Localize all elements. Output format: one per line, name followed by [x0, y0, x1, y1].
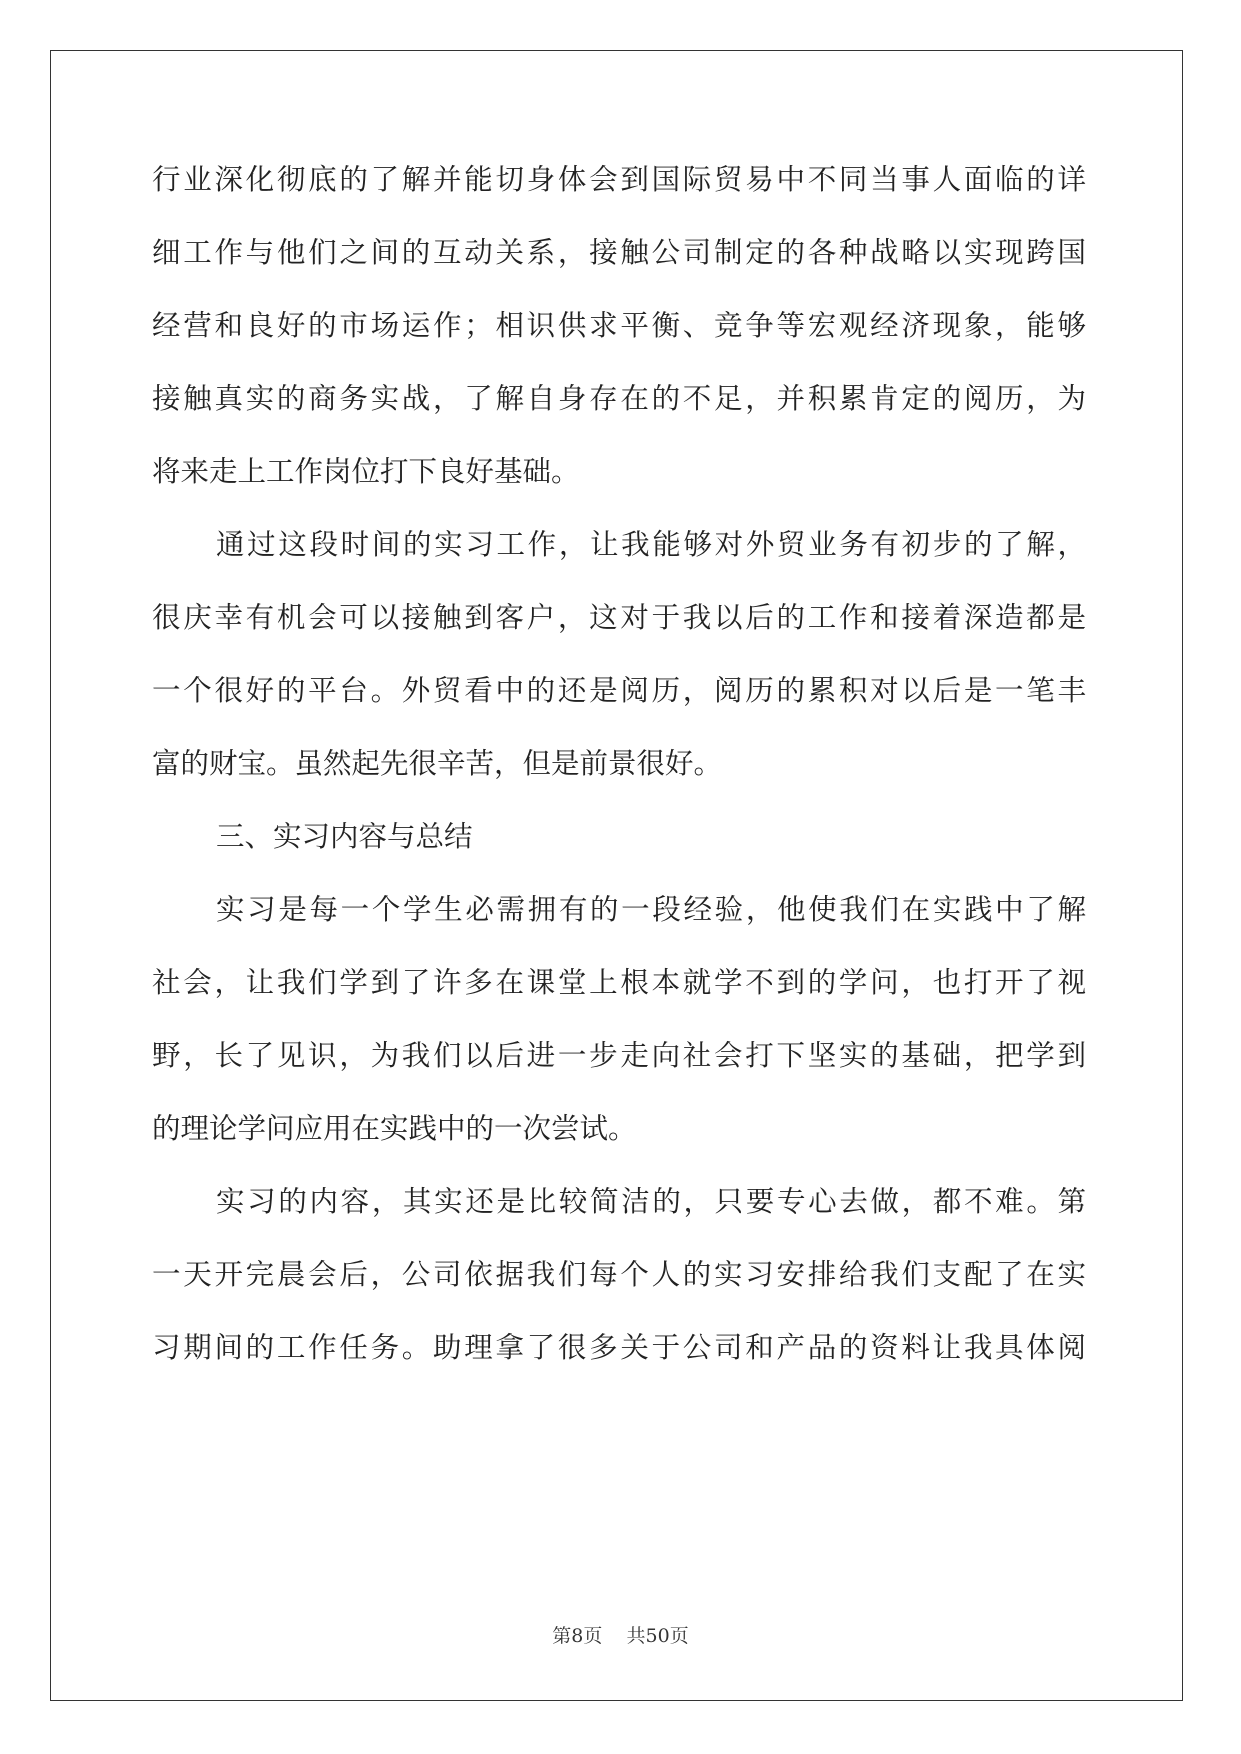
- text-line: 社会，让我们学到了许多在课堂上根本就学不到的学问，也打开了视: [152, 966, 1086, 999]
- current-page-number: 第8页: [552, 1625, 603, 1647]
- paragraph-first-line: 通过这段时间的实习工作，让我能够对外贸业务有初步的了解，: [216, 528, 1086, 561]
- total-pages: 共50页: [626, 1625, 689, 1647]
- page-footer: [0, 1624, 1241, 1648]
- page-border: [50, 50, 1183, 1701]
- text-line: 将来走上工作岗位打下良好基础。: [152, 455, 580, 488]
- text-line: 行业深化彻底的了解并能切身体会到国际贸易中不同当事人面临的详: [152, 163, 1086, 196]
- paragraph-first-line: 实习是每一个学生必需拥有的一段经验，他使我们在实践中了解: [216, 893, 1086, 926]
- text-line: 一天开完晨会后，公司依据我们每个人的实习安排给我们支配了在实: [152, 1258, 1086, 1291]
- text-line: 的理论学问应用在实践中的一次尝试。: [152, 1112, 637, 1145]
- text-line: 一个很好的平台。外贸看中的还是阅历，阅历的累积对以后是一笔丰: [152, 674, 1086, 707]
- text-line: 细工作与他们之间的互动关系，接触公司制定的各种战略以实现跨国: [152, 236, 1086, 269]
- paragraph-first-line: 实习的内容，其实还是比较简洁的，只要专心去做，都不难。第: [216, 1185, 1086, 1218]
- text-line: 富的财宝。虽然起先很辛苦，但是前景很好。: [152, 747, 723, 780]
- text-line: 很庆幸有机会可以接触到客户，这对于我以后的工作和接着深造都是: [152, 601, 1086, 634]
- text-line: 经营和良好的市场运作；相识供求平衡、竞争等宏观经济现象，能够: [152, 309, 1086, 342]
- text-line: 野，长了见识，为我们以后进一步走向社会打下坚实的基础，把学到: [152, 1039, 1086, 1072]
- text-line: 习期间的工作任务。助理拿了很多关于公司和产品的资料让我具体阅: [152, 1331, 1086, 1364]
- text-line: 接触真实的商务实战，了解自身存在的不足，并积累肯定的阅历，为: [152, 382, 1086, 415]
- section-heading: 三、实习内容与总结: [216, 820, 473, 853]
